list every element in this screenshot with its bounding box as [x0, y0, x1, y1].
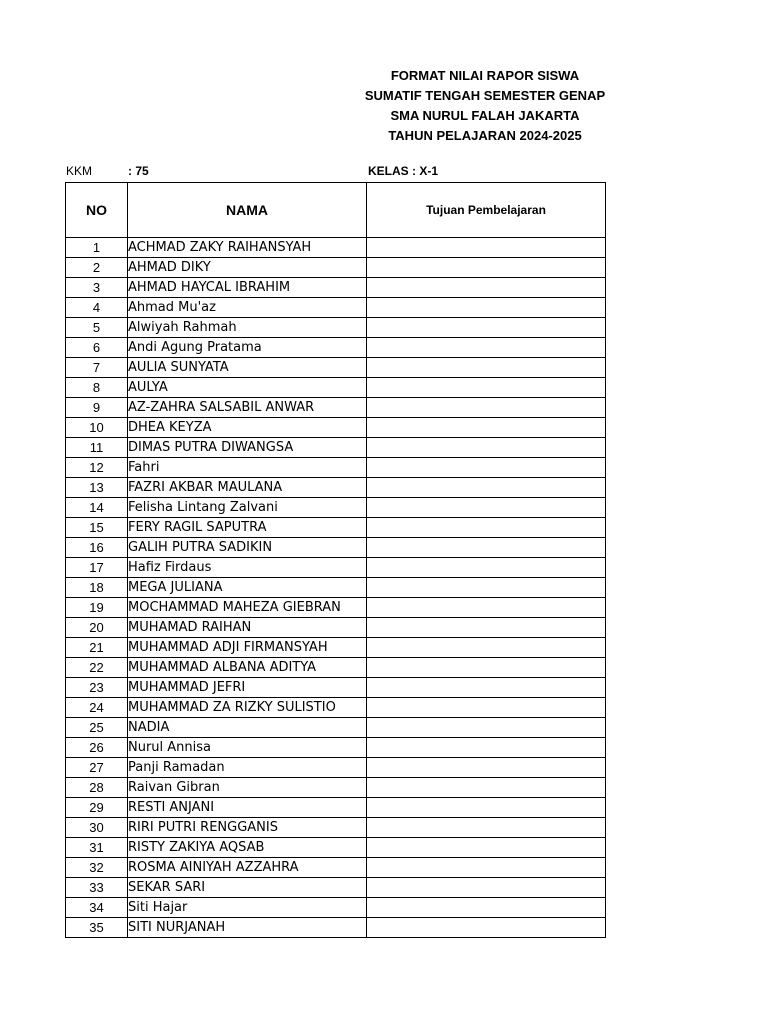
- learning-objective-cell[interactable]: [367, 258, 606, 278]
- grades-table: [65, 182, 606, 938]
- learning-objective-cell[interactable]: [367, 338, 606, 358]
- row-number: 26: [66, 738, 128, 758]
- learning-objective-cell[interactable]: [367, 318, 606, 338]
- student-name: MOCHAMMAD MAHEZA GIEBRAN: [128, 598, 367, 618]
- student-name: Nurul Annisa: [128, 738, 367, 758]
- learning-objective-cell[interactable]: [367, 278, 606, 298]
- row-number: 30: [66, 818, 128, 838]
- column-header-name: NAMA: [128, 183, 367, 238]
- table-row: [66, 658, 606, 678]
- row-number: 32: [66, 858, 128, 878]
- table-row: [66, 498, 606, 518]
- table-row: [66, 838, 606, 858]
- student-name: FERY RAGIL SAPUTRA: [128, 518, 367, 538]
- learning-objective-cell[interactable]: [367, 898, 606, 918]
- student-name: Fahri: [128, 458, 367, 478]
- student-name: DHEA KEYZA: [128, 418, 367, 438]
- table-row: [66, 438, 606, 458]
- row-number: 11: [66, 438, 128, 458]
- row-number: 31: [66, 838, 128, 858]
- row-number: 7: [66, 358, 128, 378]
- table-row: [66, 678, 606, 698]
- row-number: 18: [66, 578, 128, 598]
- table-row: [66, 558, 606, 578]
- row-number: 33: [66, 878, 128, 898]
- table-row: [66, 718, 606, 738]
- student-name: FAZRI AKBAR MAULANA: [128, 478, 367, 498]
- student-name: MEGA JULIANA: [128, 578, 367, 598]
- row-number: 19: [66, 598, 128, 618]
- learning-objective-cell[interactable]: [367, 418, 606, 438]
- table-row: [66, 538, 606, 558]
- learning-objective-cell[interactable]: [367, 838, 606, 858]
- student-name: ACHMAD ZAKY RAIHANSYAH: [128, 238, 367, 258]
- student-name: DIMAS PUTRA DIWANGSA: [128, 438, 367, 458]
- student-name: MUHAMMAD ALBANA ADITYA: [128, 658, 367, 678]
- learning-objective-cell[interactable]: [367, 598, 606, 618]
- learning-objective-cell[interactable]: [367, 758, 606, 778]
- learning-objective-cell[interactable]: [367, 238, 606, 258]
- learning-objective-cell[interactable]: [367, 358, 606, 378]
- row-number: 5: [66, 318, 128, 338]
- learning-objective-cell[interactable]: [367, 658, 606, 678]
- title-line-year: TAHUN PELAJARAN 2024-2025: [388, 128, 582, 143]
- row-number: 23: [66, 678, 128, 698]
- row-number: 16: [66, 538, 128, 558]
- table-row: [66, 478, 606, 498]
- column-header-learning-objective: Tujuan Pembelajaran: [367, 183, 606, 238]
- student-name: ROSMA AINIYAH AZZAHRA: [128, 858, 367, 878]
- student-name: MUHAMAD RAIHAN: [128, 618, 367, 638]
- table-row: [66, 578, 606, 598]
- table-row: [66, 398, 606, 418]
- table-row: [66, 898, 606, 918]
- student-name: Felisha Lintang Zalvani: [128, 498, 367, 518]
- student-name: AULYA: [128, 378, 367, 398]
- kkm-value: : 75: [128, 164, 149, 178]
- row-number: 3: [66, 278, 128, 298]
- table-row: [66, 258, 606, 278]
- table-header-row: [66, 183, 606, 238]
- row-number: 9: [66, 398, 128, 418]
- student-name: Ahmad Mu'az: [128, 298, 367, 318]
- table-row: [66, 878, 606, 898]
- table-row: [66, 518, 606, 538]
- table-row: [66, 858, 606, 878]
- learning-objective-cell[interactable]: [367, 578, 606, 598]
- student-name: GALIH PUTRA SADIKIN: [128, 538, 367, 558]
- student-name: MUHAMMAD JEFRI: [128, 678, 367, 698]
- learning-objective-cell[interactable]: [367, 438, 606, 458]
- student-name: MUHAMMAD ZA RIZKY SULISTIO: [128, 698, 367, 718]
- learning-objective-cell[interactable]: [367, 718, 606, 738]
- table-row: [66, 318, 606, 338]
- row-number: 6: [66, 338, 128, 358]
- row-number: 12: [66, 458, 128, 478]
- table-row: [66, 638, 606, 658]
- learning-objective-cell[interactable]: [367, 678, 606, 698]
- learning-objective-cell[interactable]: [367, 478, 606, 498]
- table-row: [66, 458, 606, 478]
- row-number: 14: [66, 498, 128, 518]
- row-number: 10: [66, 418, 128, 438]
- student-name: RESTI ANJANI: [128, 798, 367, 818]
- learning-objective-cell[interactable]: [367, 398, 606, 418]
- row-number: 24: [66, 698, 128, 718]
- student-name: SEKAR SARI: [128, 878, 367, 898]
- title-line-semester: SUMATIF TENGAH SEMESTER GENAP: [364, 88, 606, 103]
- row-number: 2: [66, 258, 128, 278]
- student-name: Raivan Gibran: [128, 778, 367, 798]
- table-row: [66, 698, 606, 718]
- student-name: MUHAMMAD ADJI FIRMANSYAH: [128, 638, 367, 658]
- table-row: [66, 418, 606, 438]
- row-number: 34: [66, 898, 128, 918]
- student-name: NADIA: [128, 718, 367, 738]
- row-number: 15: [66, 518, 128, 538]
- table-row: [66, 818, 606, 838]
- learning-objective-cell[interactable]: [367, 618, 606, 638]
- table-row: [66, 598, 606, 618]
- learning-objective-cell[interactable]: [367, 538, 606, 558]
- table-row: [66, 758, 606, 778]
- row-number: 21: [66, 638, 128, 658]
- kkm-label: KKM: [66, 164, 93, 178]
- learning-objective-cell[interactable]: [367, 818, 606, 838]
- student-name: Alwiyah Rahmah: [128, 318, 367, 338]
- row-number: 22: [66, 658, 128, 678]
- table-row: [66, 738, 606, 758]
- table-row: [66, 918, 606, 938]
- learning-objective-cell[interactable]: [367, 458, 606, 478]
- table-row: [66, 358, 606, 378]
- student-name: AHMAD DIKY: [128, 258, 367, 278]
- row-number: 29: [66, 798, 128, 818]
- row-number: 8: [66, 378, 128, 398]
- student-name: Panji Ramadan: [128, 758, 367, 778]
- table-row: [66, 618, 606, 638]
- learning-objective-cell[interactable]: [367, 918, 606, 938]
- learning-objective-cell[interactable]: [367, 858, 606, 878]
- student-name: Andi Agung Pratama: [128, 338, 367, 358]
- table-row: [66, 778, 606, 798]
- learning-objective-cell[interactable]: [367, 638, 606, 658]
- student-name: AZ-ZAHRA SALSABIL ANWAR: [128, 398, 367, 418]
- row-number: 17: [66, 558, 128, 578]
- title-line-format: FORMAT NILAI RAPOR SISWA: [390, 68, 580, 83]
- row-number: 20: [66, 618, 128, 638]
- learning-objective-cell[interactable]: [367, 878, 606, 898]
- student-name: RISTY ZAKIYA AQSAB: [128, 838, 367, 858]
- row-number: 27: [66, 758, 128, 778]
- table-row: [66, 298, 606, 318]
- learning-objective-cell[interactable]: [367, 378, 606, 398]
- student-name: AHMAD HAYCAL IBRAHIM: [128, 278, 367, 298]
- title-line-school: SMA NURUL FALAH JAKARTA: [390, 108, 580, 123]
- learning-objective-cell[interactable]: [367, 738, 606, 758]
- row-number: 4: [66, 298, 128, 318]
- student-name: AULIA SUNYATA: [128, 358, 367, 378]
- table-row: [66, 278, 606, 298]
- student-name: SITI NURJANAH: [128, 918, 367, 938]
- learning-objective-cell[interactable]: [367, 698, 606, 718]
- table-row: [66, 378, 606, 398]
- table-body: [66, 238, 606, 938]
- row-number: 1: [66, 238, 128, 258]
- row-number: 13: [66, 478, 128, 498]
- learning-objective-cell[interactable]: [367, 298, 606, 318]
- student-name: Siti Hajar: [128, 898, 367, 918]
- learning-objective-cell[interactable]: [367, 518, 606, 538]
- learning-objective-cell[interactable]: [367, 778, 606, 798]
- class-label: KELAS : X-1: [368, 164, 439, 178]
- column-header-no: NO: [66, 183, 128, 238]
- row-number: 35: [66, 918, 128, 938]
- learning-objective-cell[interactable]: [367, 798, 606, 818]
- student-name: RIRI PUTRI RENGGANIS: [128, 818, 367, 838]
- row-number: 28: [66, 778, 128, 798]
- document-title: [300, 66, 670, 146]
- learning-objective-cell[interactable]: [367, 558, 606, 578]
- learning-objective-cell[interactable]: [367, 498, 606, 518]
- table-row: [66, 338, 606, 358]
- row-number: 25: [66, 718, 128, 738]
- table-row: [66, 798, 606, 818]
- student-name: Hafiz Firdaus: [128, 558, 367, 578]
- table-row: [66, 238, 606, 258]
